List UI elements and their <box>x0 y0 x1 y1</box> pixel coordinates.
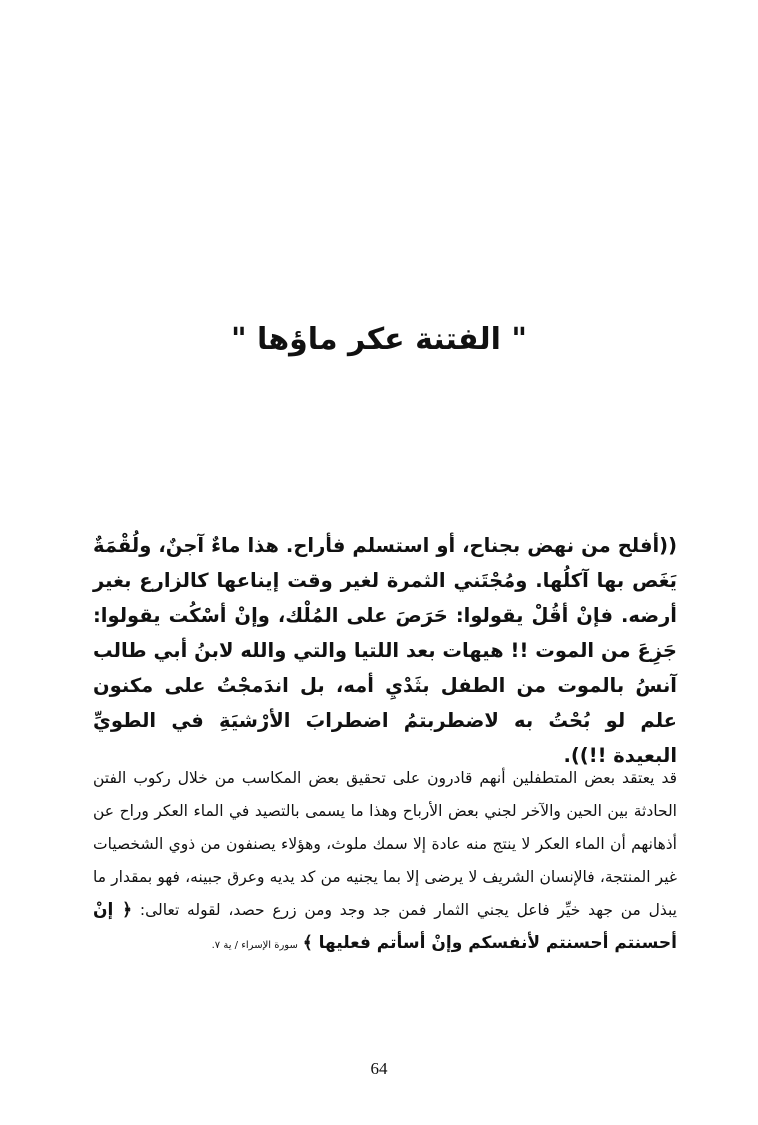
chapter-title: " الفتنة عكر ماؤها " <box>230 322 527 357</box>
verse-reference: سورة الإسراء / ية ٧. <box>211 940 298 951</box>
quote-paragraph: ((أفلح من نهض بجناح، أو استسلم فأراح. هذا ماءٌ آجنٌ، ولُقْمَةٌ يَغَص بها آكلُها. ومُجْتَني الثمرة لغير وقت إيناعها كالزارع بغير أرضه. فإنْ أقُلْ يقولوا: حَرَصَ على المُلْك، وإنْ أسْكُت يقولوا: جَزِعَ من الموت !! هيهات بعد اللتيا والتي والله لابنُ أبي طالب آنسُ بالموت من الطفل بثَدْيِ أمه، بل اندَمجْتُ على مكنون علم لو بُحْتُ به لاضطربتمُ اضطرابَ الأرْشيَةِ في الطويِّ البعيدة !!)). <box>93 534 677 767</box>
page-number: 64 <box>370 1059 388 1078</box>
body-paragraph <box>93 762 677 962</box>
quran-verse: ﴿ إنْ أحسنتم أحسنتم لأنفسكم وإنْ أسأتم فعليها ﴾ <box>93 900 677 953</box>
body-text: قد يعتقد بعض المتطفلين أنهم قادرون على تحقيق بعض المكاسب من خلال ركوب الفتن الحادثة بين الحين والآخر لجني بعض الأرباح وهذا ما يسمى بالتصيد في الماء العكر وراح عن أذهانهم أن الماء العكر لا ينتج منه عادة إلا سمك ملوث، وهؤلاء يصنفون من ذوي الشخصيات غير المنتجة، فالإنسان الشريف لا يرضى إلا بما يجنيه من كد يديه وعرق جبينه، فهو بمقدار ما يبذل من جهد خيِّر فاعل يجني الثمار فمن جد وجد ومن زرع حصد، لقوله تعالى: <box>93 769 677 919</box>
